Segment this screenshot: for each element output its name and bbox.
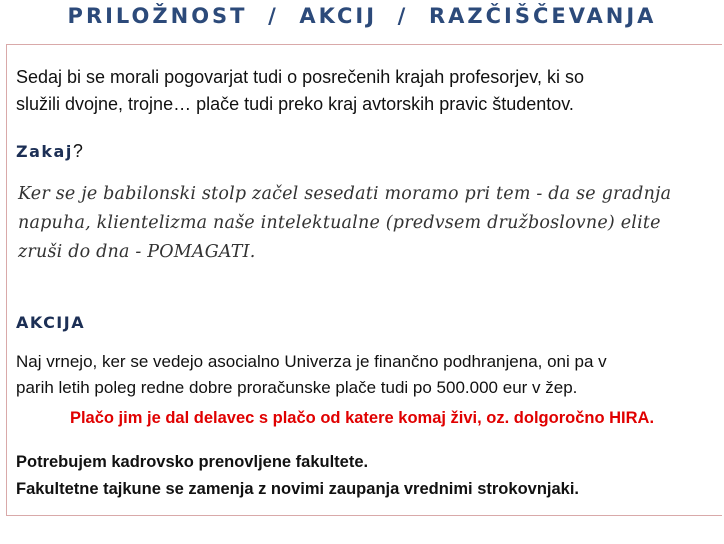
intro-line: Sedaj bi se morali pogovarjat tudi o posrečenih krajah profesorjev, ki so [16,67,584,87]
zakaj-question-mark: ? [72,141,83,161]
handwritten-line: zruši do dna - POMAGATI. [18,242,256,262]
akcija-heading: AKCIJA [16,313,86,332]
handwritten-line: napuha, klientelizma naše intelektualne (predvsem družboslovne) elite [18,213,661,233]
red-statement: Plačo jim je dal delavec s plačo od katere komaj živi, oz. dolgoročno HIRA. [69,409,655,427]
intro-line: služili dvojne, trojne… plače tudi preko kraj avtorskih pravic študentov. [16,94,574,114]
intro-paragraph [16,64,720,118]
closing-line-1: Potrebujem kadrovsko prenovljene fakultete. [16,453,369,471]
slide-title: PRILOŽNOST / AKCIJ / RAZČIŠČEVANJA [67,4,657,28]
akcija-paragraph [16,349,722,401]
zakaj-heading [16,141,83,162]
closing-line-2: Fakultetne tajkune se zamenja z novimi zaupanja vrednimi strokovnjaki. [16,480,580,498]
akcija-line: parih letih poleg redne dobre proračunske plače tudi po 500.000 eur v žep. [16,378,578,397]
handwritten-answer [18,180,718,267]
akcija-line: Naj vrnejo, ker se vedejo asocialno Univerza je finančno podhranjena, oni pa v [16,352,607,371]
handwritten-line: Ker se je babilonski stolp začel sesedati moramo pri tem - da se gradnja [18,184,672,204]
zakaj-heading-text: Zakaj [16,142,73,161]
